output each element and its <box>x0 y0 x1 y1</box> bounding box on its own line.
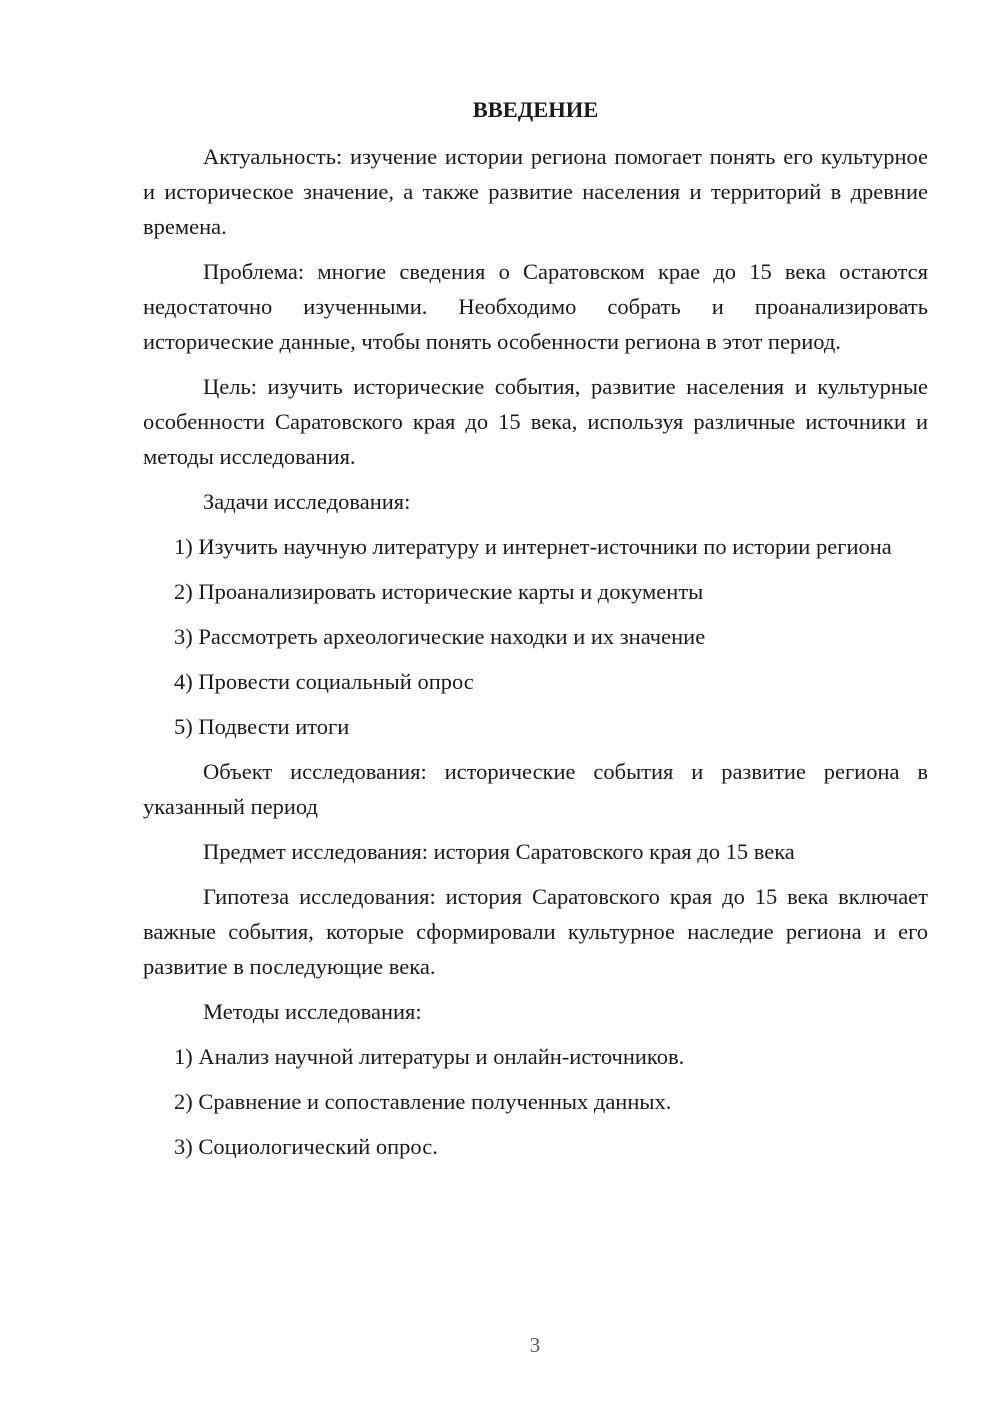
list-item: 5) Подвести итоги <box>174 714 350 739</box>
paragraph-goal: Цель: изучить исторические события, развитие населения и культурные особенности Саратовского края до 15 века, используя различные источники и методы исследования. <box>143 374 928 469</box>
list-item: 1) Изучить научную литературу и интернет-источники по истории региона <box>174 534 892 559</box>
list-item: 2) Сравнение и сопоставление полученных данных. <box>174 1089 672 1114</box>
list-item: 3) Социологический опрос. <box>174 1134 438 1159</box>
paragraph-tasks-heading: Задачи исследования: <box>203 489 411 514</box>
list-item: 2) Проанализировать исторические карты и документы <box>174 579 704 604</box>
paragraph-subject: Предмет исследования: история Саратовского края до 15 века <box>203 839 795 864</box>
paragraph-relevance: Актуальность: изучение истории региона помогает понять его культурное и историческое значение, а также развитие населения и территорий в древние времена. <box>143 144 928 239</box>
list-item: 3) Рассмотреть археологические находки и их значение <box>174 624 706 649</box>
paragraph-hypothesis: Гипотеза исследования: история Саратовского края до 15 века включает важные события, которые сформировали культурное наследие региона и его развитие в последующие века. <box>143 884 928 979</box>
list-item: 4) Провести социальный опрос <box>174 669 474 694</box>
paragraph-problem: Проблема: многие сведения о Саратовском крае до 15 века остаются недостаточно изученными. Необходимо собрать и проанализировать исторические данные, чтобы понять особенности региона в этот период. <box>143 259 928 354</box>
document-page <box>143 90 928 1174</box>
page-number: 3 <box>529 1333 541 1357</box>
list-item: 1) Анализ научной литературы и онлайн-источников. <box>174 1044 685 1069</box>
section-title: ВВЕДЕНИЕ <box>472 97 599 122</box>
paragraph-object: Объект исследования: исторические события и развитие региона в указанный период <box>143 759 928 819</box>
paragraph-methods-heading: Методы исследования: <box>203 999 422 1024</box>
